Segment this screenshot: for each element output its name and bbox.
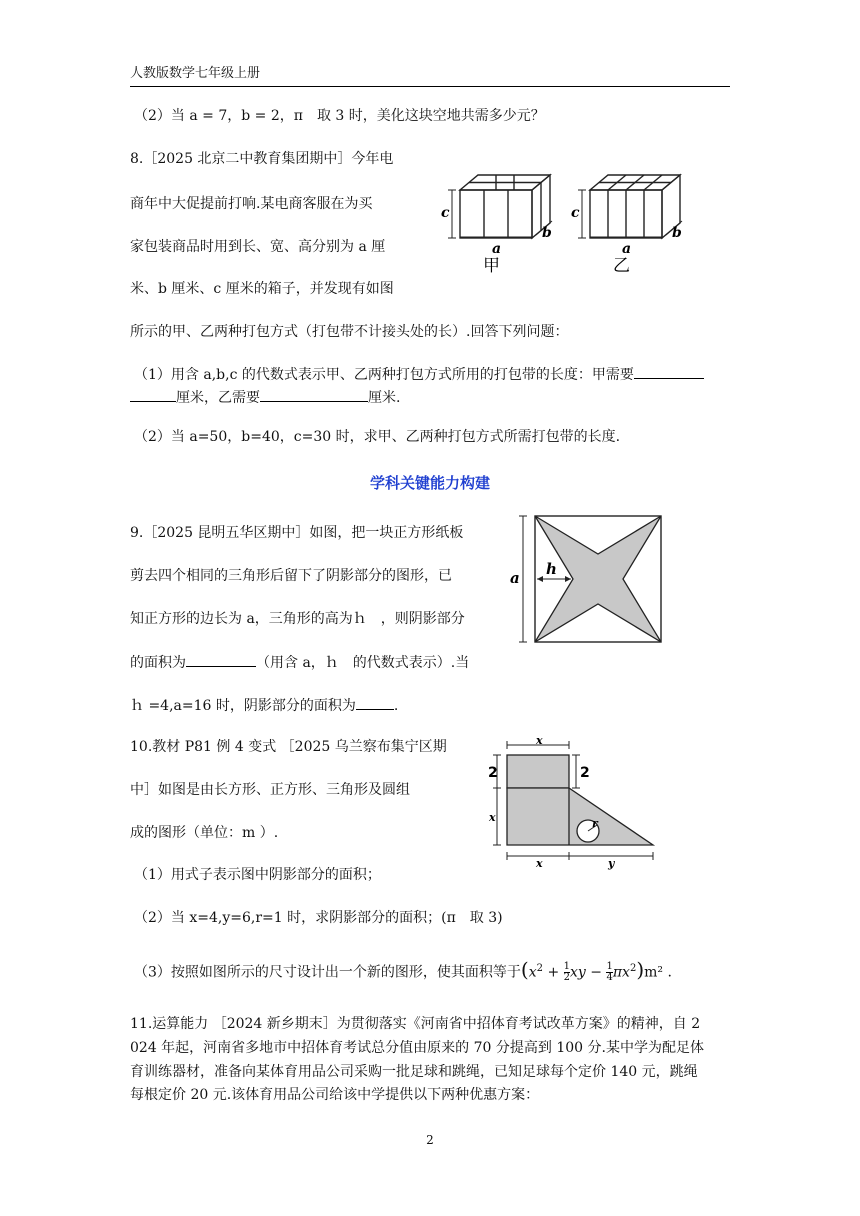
star-square-figure [505, 508, 665, 648]
q8-part2: （2）当 a=50，b=40，c=30 时，求甲、乙两种打包方式所需打包带的长度. [134, 429, 621, 445]
area-formula: πx [612, 964, 630, 981]
section-title: 学科关键能力构建 [369, 474, 490, 492]
q8-line3: 家包装商品时用到长、宽、高分别为 a 厘 [130, 239, 386, 255]
q8-part1-text3: 厘米. [368, 390, 401, 406]
fig-x-label: x [536, 735, 543, 747]
q8-line4: 米、b 厘米、c 厘米的箱子，并发现有如图 [130, 281, 394, 297]
fig-label-jia: 甲 [483, 256, 500, 275]
fig-2-label: 2 [580, 765, 590, 781]
q11-line3: 育训练器材，准备向某体育用品公司采购一批足球和跳绳，已知足球每个定价 140 元，跳绳 [130, 1064, 698, 1080]
box-packing-figure [440, 155, 715, 275]
q10-line3: 成的图形（单位：m ）. [130, 825, 279, 841]
area-formula: ) [636, 957, 645, 982]
q8-line5: 所示的甲、乙两种打包方式（打包带不计接头处的长）.回答下列问题： [130, 324, 569, 340]
area-formula: x [528, 964, 537, 981]
composite-shape-figure [485, 735, 660, 870]
answer-blank [130, 387, 176, 402]
q9-line1: 9.［2025 昆明五华区期中］如图，把一块正方形纸板 [130, 525, 464, 541]
area-formula: $\frac{1}{4}$ [606, 961, 613, 984]
answer-blank [356, 695, 394, 710]
q9-line4 [130, 652, 469, 672]
fig-h-label: h [546, 560, 557, 578]
q10-line2: 中］如图是由长方形、正方形、三角形及圆组 [130, 782, 410, 798]
fig-label-yi: 乙 [613, 256, 630, 275]
answer-blank [634, 364, 704, 379]
dim-c-label: c [571, 205, 580, 221]
fig-2-label: 2 [488, 765, 498, 781]
dim-b-label: b [672, 225, 682, 241]
area-formula: xy [570, 964, 586, 981]
q9-line5-text: ｈ =4,a=16 时，阴影部分的面积为 [130, 698, 356, 714]
answer-blank [260, 387, 368, 402]
fig-y-label: y [608, 857, 615, 870]
q8-line1: 8.［2025 北京二中教育集团期中］今年电 [130, 151, 394, 167]
area-formula: . [663, 964, 672, 981]
dim-a-label: a [492, 241, 502, 257]
area-formula: $\frac{1}{2}$ [563, 961, 571, 984]
fig-a-label: a [510, 569, 520, 587]
area-formula: 2 [536, 963, 543, 974]
q9-line4-text2: （用含 a，ｈ 的代数式表示）.当 [256, 655, 470, 671]
answer-blank [186, 652, 256, 667]
q11-line2: 024 年起，河南省多地市中招体育考试总分值由原来的 70 分提高到 100 分.某中学为配足体 [130, 1040, 704, 1056]
q9-line2: 剪去四个相同的三角形后留下了阴影部分的图形，已 [130, 568, 452, 584]
area-formula: + [543, 964, 564, 981]
header-title: 人教版数学七年级上册 [130, 66, 261, 81]
dim-a-label: a [622, 241, 632, 257]
q11-line4: 每根定价 20 元.该体育用品公司给该中学提供以下两种优惠方案： [130, 1087, 540, 1103]
q10-line1: 10.教材 P81 例 4 变式 ［2025 乌兰察布集宁区期 [130, 739, 447, 755]
q8-line2: 商年中大促提前打响.某电商客服在为买 [130, 196, 373, 212]
q9-line5 [130, 695, 398, 715]
dim-b-label: b [542, 225, 552, 241]
q11-line1: 11.运算能力 ［2024 新乡期末］为贯彻落实《河南省中招体育考试改革方案》的精神，自 2 [130, 1016, 701, 1032]
header-rule [130, 86, 730, 87]
q10-part1: （1）用式子表示图中阴影部分的面积； [134, 867, 381, 883]
q8-part1-text: （1）用含 a,b,c 的代数式表示甲、乙两种打包方式所用的打包带的长度：甲需要 [134, 367, 634, 383]
page-number: 2 [426, 1133, 434, 1147]
q7-part2: （2）当 a = 7，b = 2，π 取 3 时，美化这块空地共需多少元？ [134, 108, 545, 124]
q10-unit: m² [644, 964, 664, 981]
q10-part2: （2）当 x=4,y=6,r=1 时，求阴影部分的面积；(π 取 3) [134, 910, 503, 926]
dim-c-label: c [441, 205, 450, 221]
area-formula: 2 [629, 963, 637, 974]
fig-r-label: r [592, 817, 598, 830]
q8-part1-text2: 厘米，乙需要 [176, 390, 260, 406]
q9-line3: 知正方形的边长为 a，三角形的高为ｈ ，则阴影部分 [130, 611, 465, 627]
q9-line5-text2: . [393, 698, 399, 714]
fig-x-label: x [489, 811, 496, 824]
fig-x-label: x [536, 857, 543, 870]
area-formula: − [585, 964, 607, 981]
q8-part1-line2 [130, 387, 400, 407]
q9-line4-text: 的面积为 [130, 655, 186, 671]
area-formula: ( [520, 957, 529, 982]
q8-part1-line1 [134, 364, 704, 384]
q10-part3-text: （3）按照如图所示的尺寸设计出一个新的图形，使其面积等于 [134, 964, 521, 981]
q10-part3 [134, 957, 672, 984]
